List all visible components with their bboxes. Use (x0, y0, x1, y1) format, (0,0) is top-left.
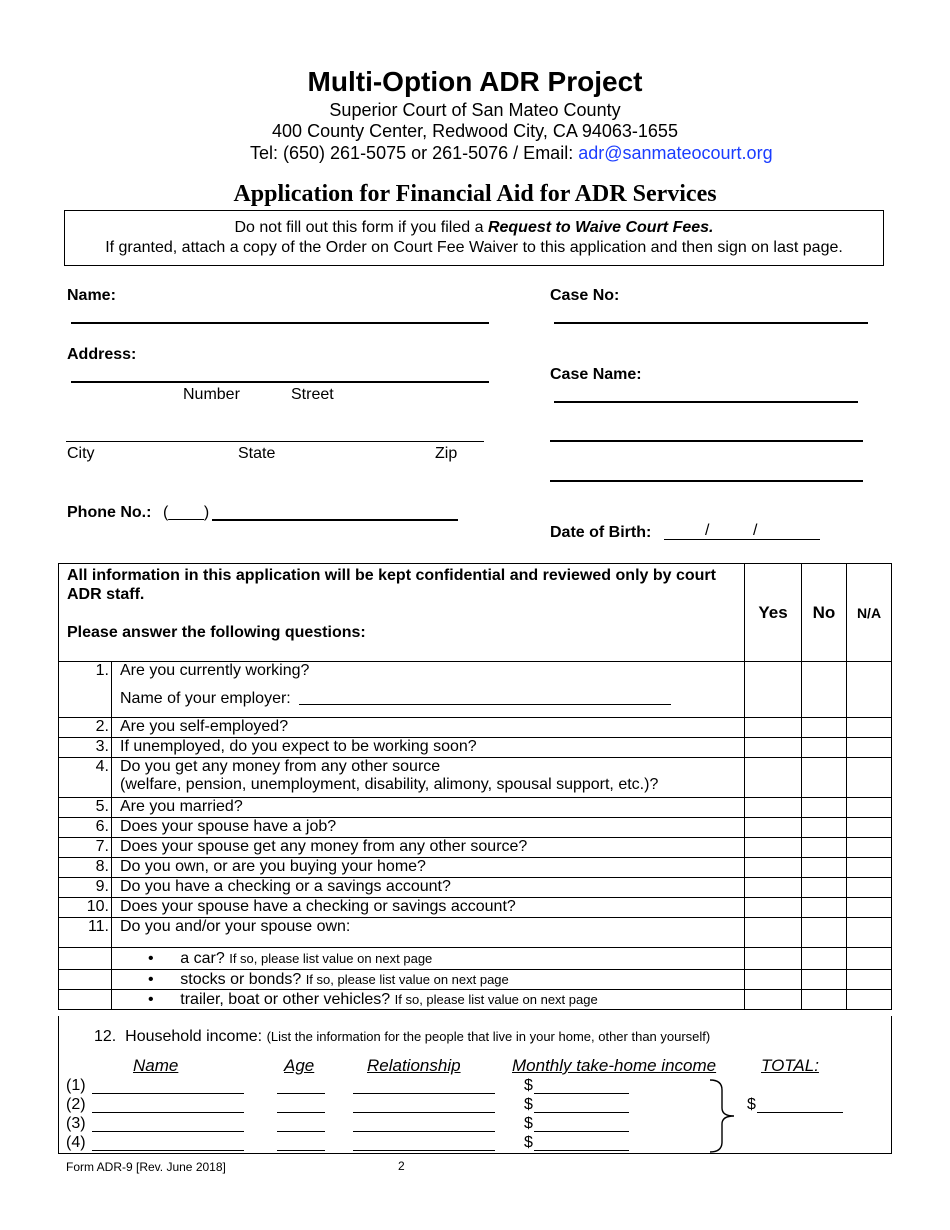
na-checkbox[interactable] (847, 738, 892, 758)
yes-checkbox[interactable] (745, 718, 802, 738)
yes-checkbox[interactable] (745, 838, 802, 858)
row-label: (3) (66, 1115, 86, 1132)
question-text: Are you self-employed? (112, 718, 745, 738)
question-number: 11. (59, 918, 112, 948)
household-income-field[interactable] (534, 1112, 629, 1113)
employer-row (120, 690, 736, 708)
col-income-header: Monthly take-home income (512, 1056, 717, 1075)
total-income-field[interactable] (757, 1112, 843, 1113)
yes-checkbox[interactable] (745, 970, 802, 990)
na-checkbox[interactable] (847, 990, 892, 1010)
bullet-note: If so, please list value on next page (394, 991, 598, 1007)
question-text (112, 662, 745, 718)
dollar-sign: $ (524, 1134, 533, 1151)
question-number: 6. (59, 818, 112, 838)
yes-checkbox[interactable] (745, 990, 802, 1010)
no-checkbox[interactable] (802, 818, 847, 838)
address-label: Address: (67, 346, 137, 363)
household-age-field[interactable] (277, 1112, 325, 1113)
household-label: Household income: (125, 1028, 263, 1045)
question-text: Do you have a checking or a savings account? (112, 878, 745, 898)
question-number: 8. (59, 858, 112, 878)
na-checkbox[interactable] (847, 798, 892, 818)
dob-field[interactable] (664, 539, 820, 540)
col-total-header: TOTAL: (761, 1056, 819, 1075)
question-text: Does your spouse have a checking or savings account? (112, 898, 745, 918)
dob-label: Date of Birth: (550, 524, 652, 541)
question-number: 5. (59, 798, 112, 818)
table-row (59, 918, 892, 948)
contact-line (250, 143, 773, 164)
table-row (59, 878, 892, 898)
question-number: 1. (59, 662, 112, 718)
bullet-item: • trailer, boat or other vehicles? If so, please list value on next page (112, 990, 745, 1010)
table-row (59, 990, 892, 1010)
table-row (59, 818, 892, 838)
household-income-field[interactable] (534, 1150, 629, 1151)
no-checkbox[interactable] (802, 970, 847, 990)
yes-checkbox[interactable] (745, 878, 802, 898)
household-age-field[interactable] (277, 1093, 325, 1094)
row-label: (1) (66, 1077, 86, 1094)
street-caption: Street (291, 386, 334, 403)
yes-checkbox[interactable] (745, 662, 802, 718)
court-name: Superior Court of San Mateo County (329, 100, 621, 120)
household-name-field[interactable] (92, 1150, 244, 1151)
col-na-header: N/A (847, 564, 892, 662)
household-name-field[interactable] (92, 1093, 244, 1094)
na-checkbox[interactable] (847, 818, 892, 838)
no-checkbox[interactable] (802, 798, 847, 818)
no-checkbox[interactable] (802, 718, 847, 738)
no-checkbox[interactable] (802, 948, 847, 970)
yes-checkbox[interactable] (745, 798, 802, 818)
yes-checkbox[interactable] (745, 858, 802, 878)
yes-checkbox[interactable] (745, 738, 802, 758)
na-checkbox[interactable] (847, 948, 892, 970)
household-relationship-field[interactable] (353, 1093, 495, 1094)
yes-checkbox[interactable] (745, 758, 802, 798)
question-number: 7. (59, 838, 112, 858)
form-id: Form ADR-9 [Rev. June 2018] (66, 1160, 226, 1174)
table-row (59, 662, 892, 718)
household-relationship-field[interactable] (353, 1112, 495, 1113)
table-row (59, 948, 892, 970)
table-row (59, 970, 892, 990)
no-checkbox[interactable] (802, 858, 847, 878)
household-number: 12. (94, 1028, 117, 1045)
household-relationship-field[interactable] (353, 1150, 495, 1151)
street-address-field[interactable] (71, 381, 489, 383)
question-number: 9. (59, 878, 112, 898)
question-text: Does your spouse get any money from any other source? (112, 838, 745, 858)
answer-prompt: Please answer the following questions: (67, 624, 366, 641)
na-checkbox[interactable] (847, 858, 892, 878)
bullet-item: • a car? If so, please list value on next page (112, 948, 745, 970)
no-checkbox[interactable] (802, 898, 847, 918)
notice-line-1: Do not fill out this form if you filed a Request to Waive Court Fees. (234, 219, 714, 236)
no-checkbox[interactable] (802, 838, 847, 858)
phone-field[interactable] (212, 519, 458, 521)
empty-num-cell (59, 948, 112, 970)
case-name-field-1[interactable] (554, 401, 858, 403)
bullet-note: If so, please list value on next page (305, 971, 509, 987)
row-label: (4) (66, 1134, 86, 1151)
question-number: 2. (59, 718, 112, 738)
household-relationship-field[interactable] (353, 1131, 495, 1132)
household-income-field[interactable] (534, 1131, 629, 1132)
question-text: Does your spouse have a job? (112, 818, 745, 838)
household-name-field[interactable] (92, 1112, 244, 1113)
right-brace-icon (706, 1078, 740, 1154)
household-heading (94, 1028, 710, 1046)
name-label: Name: (67, 287, 116, 304)
case-name-field-3[interactable] (550, 480, 863, 482)
col-yes-header: Yes (745, 564, 802, 662)
row-label: (2) (66, 1096, 86, 1113)
household-age-field[interactable] (277, 1131, 325, 1132)
na-checkbox[interactable] (847, 718, 892, 738)
question-number: 4. (59, 758, 112, 798)
question-text: Do you and/or your spouse own: (112, 918, 745, 948)
dob-separator-2: / (753, 522, 758, 539)
na-checkbox[interactable] (847, 878, 892, 898)
yes-checkbox[interactable] (745, 948, 802, 970)
bullet-stocks: stocks or bonds? (180, 970, 302, 988)
case-name-label: Case Name: (550, 366, 642, 383)
na-checkbox[interactable] (847, 662, 892, 718)
case-name-field-2[interactable] (550, 440, 863, 442)
na-checkbox[interactable] (847, 758, 892, 798)
case-no-label: Case No: (550, 287, 620, 304)
question-text: Are you married? (112, 798, 745, 818)
no-checkbox[interactable] (802, 990, 847, 1010)
page-number: 2 (398, 1159, 405, 1173)
dollar-sign: $ (524, 1115, 533, 1132)
employer-field[interactable] (299, 704, 671, 705)
court-address: 400 County Center, Redwood City, CA 94063-1655 (272, 121, 678, 141)
confidential-notice: All information in this application will be kept confidential and reviewed only by court ADR staff. (67, 567, 716, 603)
notice-line-2: If granted, attach a copy of the Order on Court Fee Waiver to this application and then sign on last page. (105, 239, 843, 256)
email-link[interactable]: adr@sanmateocourt.org (578, 143, 773, 163)
household-age-field[interactable] (277, 1150, 325, 1151)
yes-checkbox[interactable] (745, 918, 802, 948)
table-row (59, 718, 892, 738)
zip-caption: Zip (435, 445, 458, 462)
no-checkbox[interactable] (802, 662, 847, 718)
table-row (59, 838, 892, 858)
dob-separator-1: / (705, 522, 710, 539)
form-title: Application for Financial Aid for ADR Services (233, 181, 717, 207)
city-state-zip-field[interactable] (66, 441, 484, 442)
yes-checkbox[interactable] (745, 818, 802, 838)
question-text: Do you own, or are you buying your home? (112, 858, 745, 878)
col-no-header: No (802, 564, 847, 662)
question-1-text: Are you currently working? (120, 662, 310, 679)
state-caption: State (238, 445, 276, 462)
household-note: (List the information for the people that live in your home, other than yourself) (266, 1029, 711, 1044)
dollar-sign: $ (524, 1096, 533, 1113)
name-field[interactable] (71, 322, 489, 324)
question-number: 10. (59, 898, 112, 918)
total-dollar-sign: $ (747, 1096, 756, 1113)
empty-num-cell (59, 990, 112, 1010)
bullet-vehicles: trailer, boat or other vehicles? (180, 990, 391, 1008)
col-age-header: Age (284, 1056, 315, 1075)
question-4-detail: (welfare, pension, unemployment, disability, alimony, spousal support, etc.)? (120, 776, 659, 793)
table-row (59, 858, 892, 878)
yes-checkbox[interactable] (745, 898, 802, 918)
phone-label: Phone No.: (67, 504, 152, 521)
dollar-sign: $ (524, 1077, 533, 1094)
questions-table (58, 563, 892, 1010)
bullet-note: If so, please list value on next page (229, 950, 433, 966)
bullet-item: • stocks or bonds? If so, please list value on next page (112, 970, 745, 990)
household-name-field[interactable] (92, 1131, 244, 1132)
household-income-field[interactable] (534, 1093, 629, 1094)
number-caption: Number (183, 386, 240, 403)
case-no-field[interactable] (554, 322, 868, 324)
no-checkbox[interactable] (802, 758, 847, 798)
question-number: 3. (59, 738, 112, 758)
table-row (59, 898, 892, 918)
col-name-header: Name (133, 1056, 179, 1075)
no-checkbox[interactable] (802, 738, 847, 758)
no-checkbox[interactable] (802, 918, 847, 948)
question-text: If unemployed, do you expect to be working soon? (112, 738, 745, 758)
phone-area-code[interactable]: (____) (163, 504, 210, 521)
table-row (59, 798, 892, 818)
city-caption: City (67, 445, 95, 462)
no-checkbox[interactable] (802, 878, 847, 898)
contact-phone: Tel: (650) 261-5075 or 261-5076 / Email: (250, 143, 579, 163)
na-checkbox[interactable] (847, 838, 892, 858)
employer-label: Name of your employer: (120, 690, 291, 707)
table-header-row (59, 564, 892, 662)
question-4-text: Do you get any money from any other source (120, 758, 441, 775)
notice-box (64, 210, 884, 266)
project-title: Multi-Option ADR Project (307, 66, 643, 97)
na-checkbox[interactable] (847, 918, 892, 948)
empty-num-cell (59, 970, 112, 990)
table-row (59, 758, 892, 798)
intro-cell (59, 564, 745, 662)
bullet-car: a car? (180, 949, 225, 967)
notice-emphasis: Request to Waive Court Fees. (487, 219, 714, 236)
na-checkbox[interactable] (847, 898, 892, 918)
na-checkbox[interactable] (847, 970, 892, 990)
question-text (112, 758, 745, 798)
col-relationship-header: Relationship (367, 1056, 461, 1075)
table-row (59, 738, 892, 758)
